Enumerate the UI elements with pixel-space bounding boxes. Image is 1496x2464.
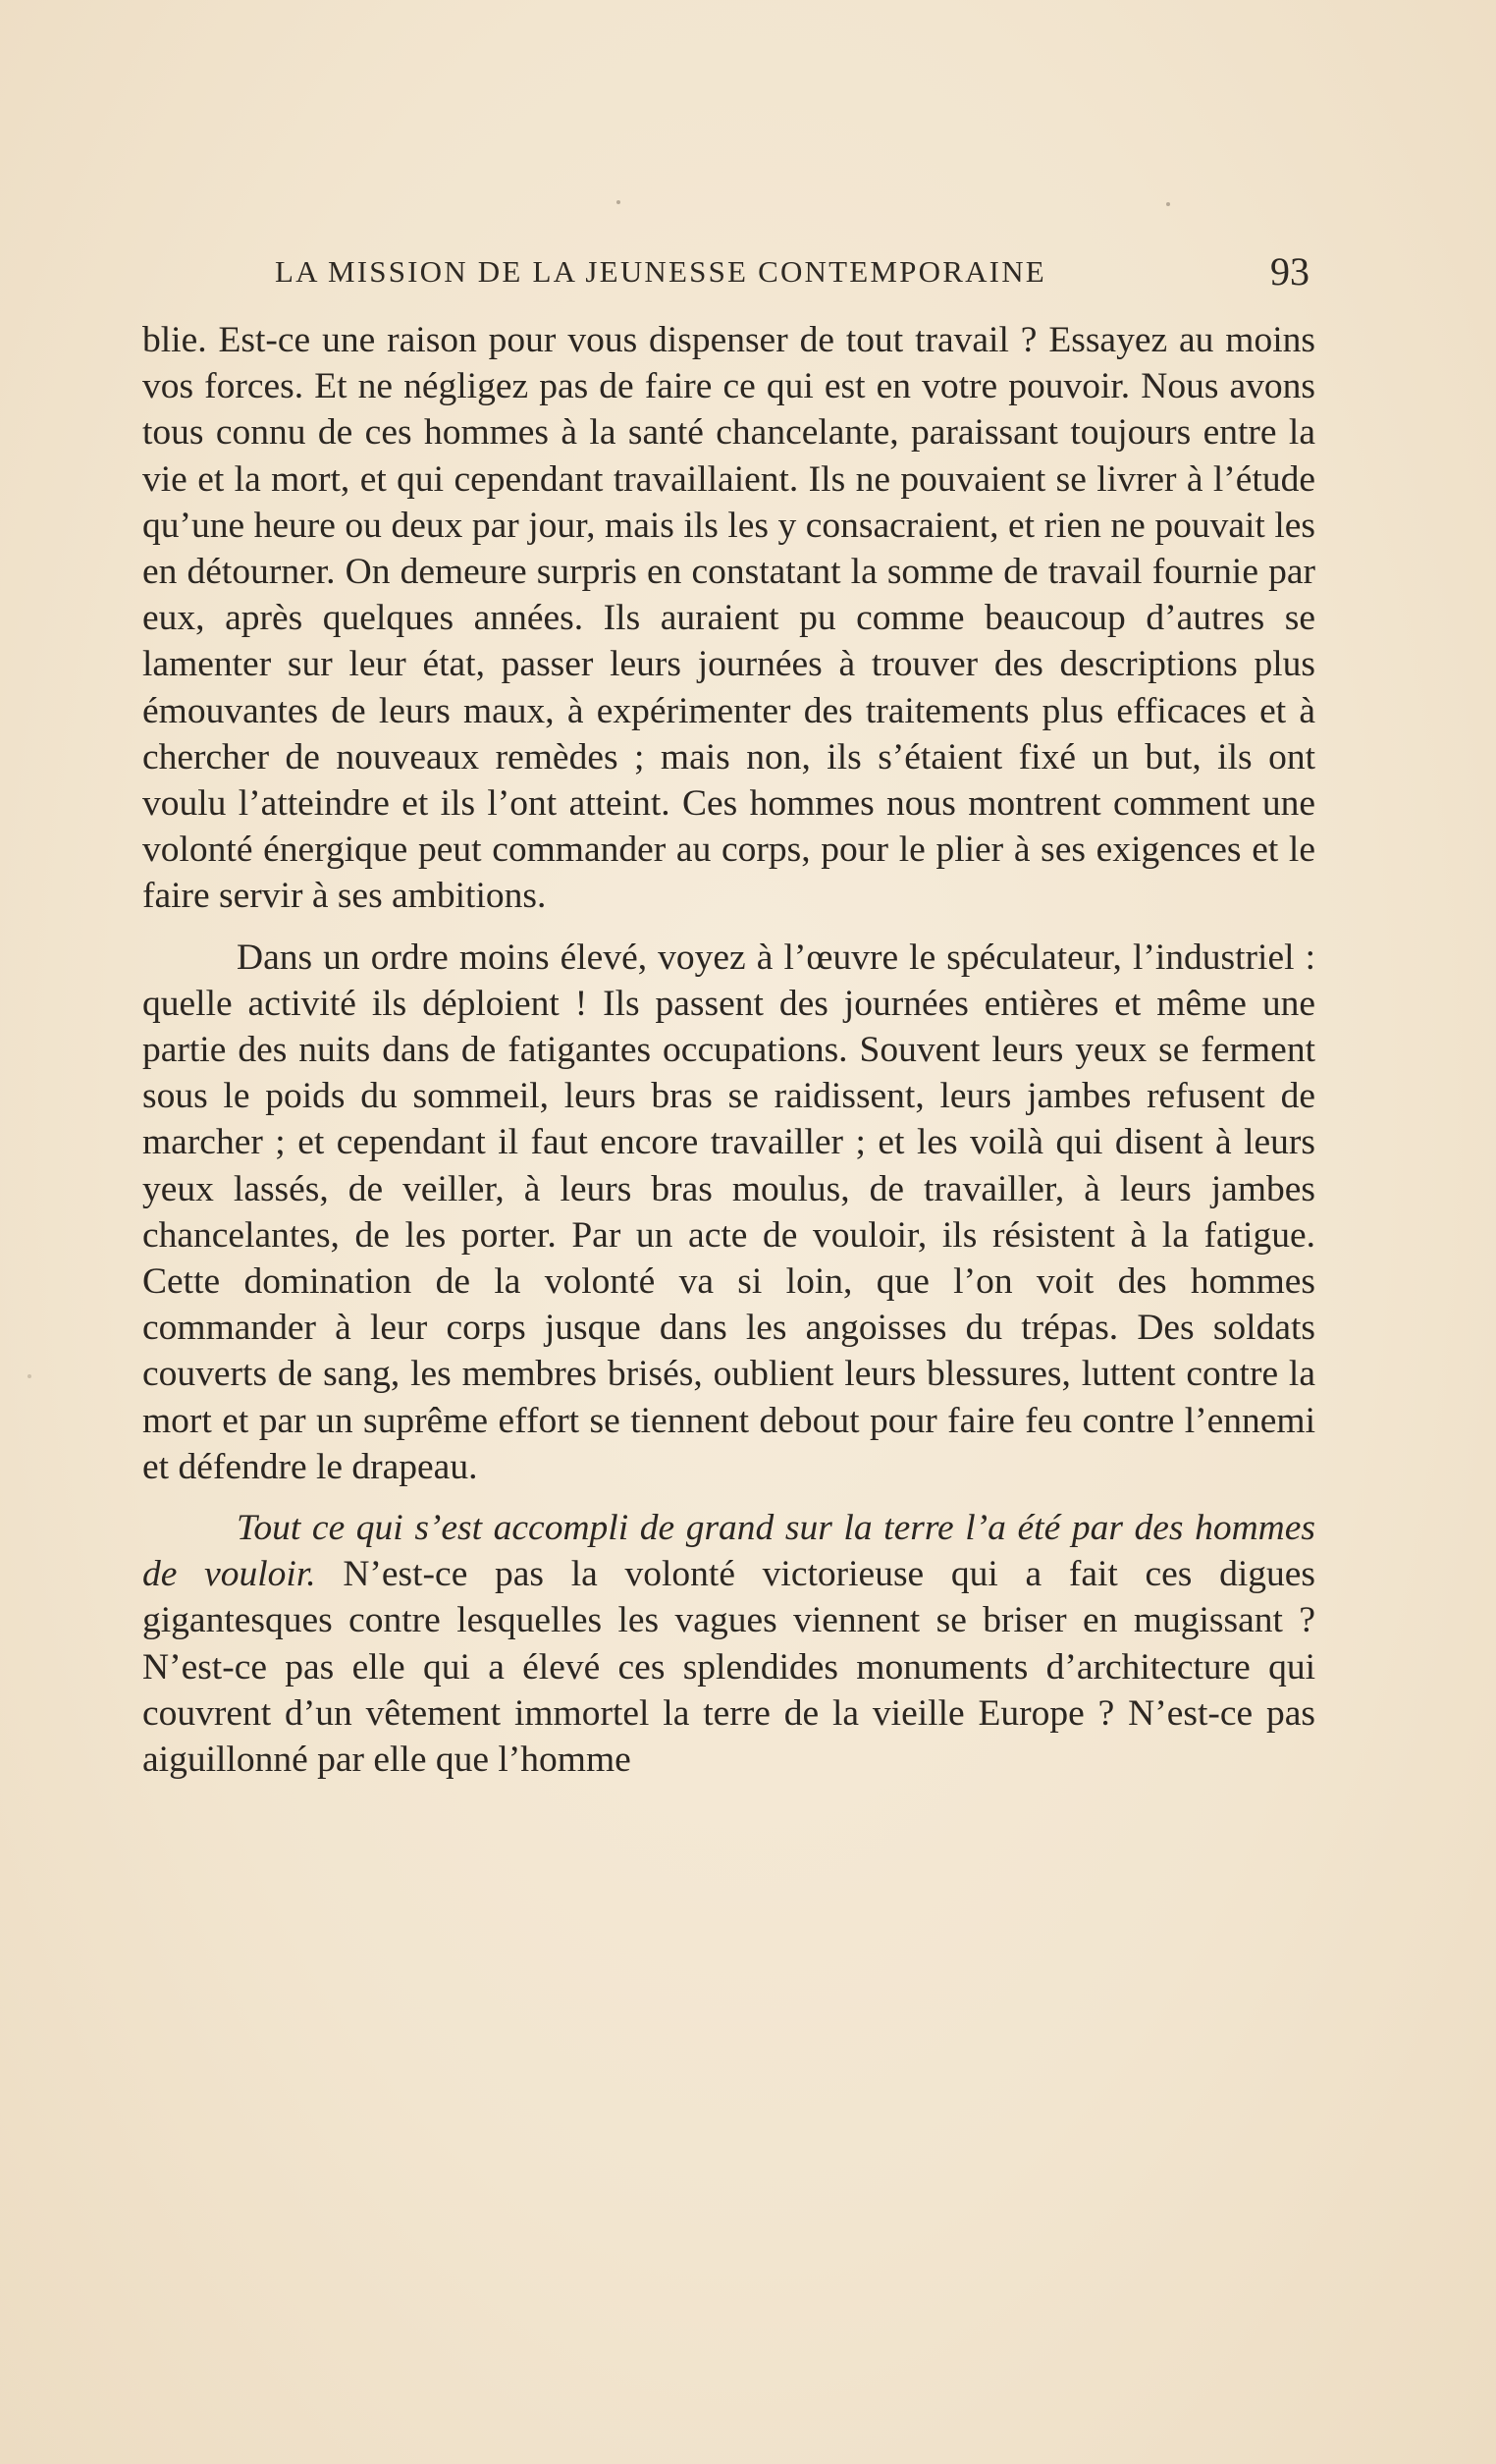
- paragraph-3: [142, 1505, 1315, 1783]
- body-text: [142, 317, 1315, 1783]
- paper-speck: [1166, 202, 1170, 206]
- paragraph-2: Dans un ordre moins élevé, voyez à l’œuvre le spéculateur, l’industriel : quelle activité ils déploient ! Ils passent des journées entières et même une partie des nuits dans de fatigantes occupations. Souvent leurs yeux se ferment sous le poids du sommeil, leurs bras se raidissent, leurs jambes refusent de marcher ; et cependant il faut encore travailler ; et les voilà qui disent à leurs yeux lassés, de veiller, à leurs bras moulus, de travailler, à leurs jambes chancelantes, de les porter. Par un acte de vouloir, ils résistent à la fatigue. Cette domination de la volonté va si loin, que l’on voit des hommes commander à leur corps jusque dans les angoisses du trépas. Des soldats couverts de sang, les membres brisés, oublient leurs blessures, luttent contre la mort et par un suprême effort se tiennent debout pour faire feu contre l’ennemi et défendre le drapeau.: [142, 937, 1315, 1487]
- running-title: LA MISSION DE LA JEUNESSE CONTEMPORAINE: [275, 254, 1046, 289]
- italic-lead: Tout ce qui s’est accompli de grand sur la terre l’a été par des hommes de vouloir.: [142, 1508, 1315, 1595]
- running-header: [142, 250, 1315, 309]
- book-page: [142, 250, 1315, 1783]
- paragraph-3-text: N’est-ce pas la volonté victorieuse qui a fait ces digues gigantesques contre lesquelles les vagues viennent se briser en mugissant ? N’est-ce pas elle qui a élevé ces splendides monuments d’architecture qui couvrent d’un vêtement immortel la terre de la vieille Europe ? N’est-ce pas aiguillonné par elle que l’homme: [142, 1554, 1315, 1781]
- page-number: 93: [1270, 249, 1309, 294]
- paragraph-1: blie. Est-ce une raison pour vous dispenser de tout travail ? Essayez au moins vos forces. Et ne négligez pas de faire ce qui est en votre pouvoir. Nous avons tous connu de ces hommes à la santé chancelante, paraissant toujours entre la vie et la mort, et qui cependant travaillaient. Ils ne pouvaient se livrer à l’étude qu’une heure ou deux par jour, mais ils les y consacraient, et rien ne pouvait les en détourner. On demeure surpris en constatant la somme de travail fournie par eux, après quelques années. Ils auraient pu comme beaucoup d’autres se lamenter sur leur état, passer leurs journées à trouver des descriptions plus émouvantes de leurs maux, à expérimenter des traitements plus efficaces et à chercher de nouveaux remèdes ; mais non, ils s’étaient fixé un but, ils ont voulu l’atteindre et ils l’ont atteint. Ces hommes nous montrent comment une volonté énergique peut commander au corps, pour le plier à ses exigences et le faire servir à ses ambitions.: [142, 320, 1315, 917]
- paper-speck: [616, 200, 620, 204]
- paper-speck: [27, 1374, 31, 1378]
